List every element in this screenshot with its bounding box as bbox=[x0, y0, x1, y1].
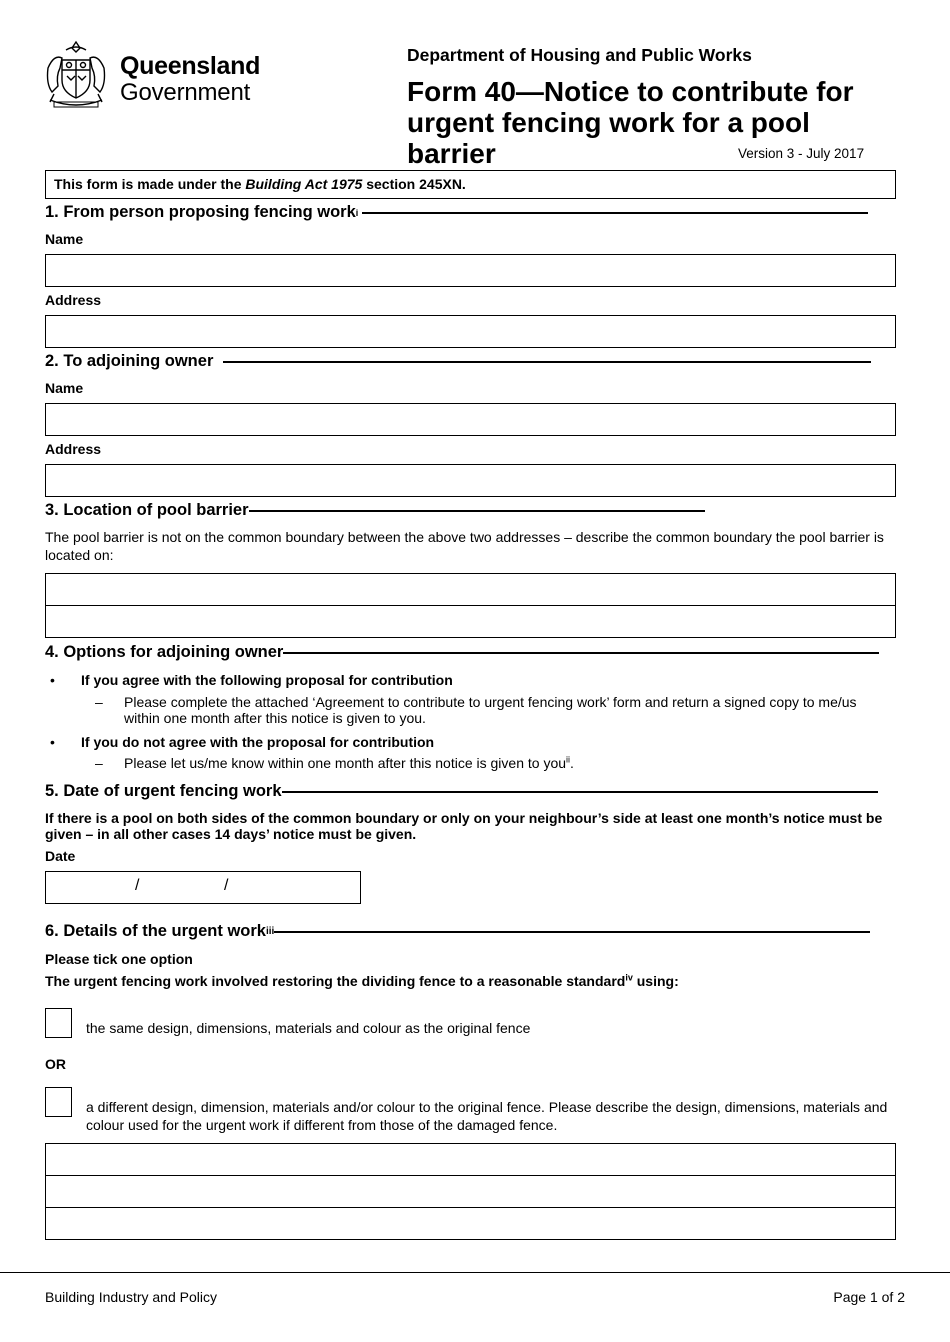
bullet-icon: • bbox=[50, 734, 55, 750]
section-rule bbox=[283, 652, 879, 654]
or-label: OR bbox=[45, 1056, 66, 1072]
section-rule bbox=[223, 361, 871, 363]
date-field[interactable] bbox=[45, 871, 361, 904]
urgent-work-intro bbox=[45, 973, 679, 989]
section-3-heading bbox=[45, 501, 705, 520]
section-5-heading bbox=[45, 782, 878, 801]
bullet-icon: • bbox=[50, 672, 55, 688]
section-4-title: 4. Options for adjoining owner bbox=[45, 643, 284, 661]
section-1-heading: 1. From person proposing fencing work i bbox=[45, 203, 868, 222]
disagree-text-end: . bbox=[570, 755, 574, 771]
owner-name-field[interactable] bbox=[45, 403, 896, 436]
disagree-heading: If you do not agree with the proposal for contribution bbox=[81, 734, 435, 750]
owner-name-label: Name bbox=[45, 380, 84, 396]
from-address-field[interactable] bbox=[45, 315, 896, 348]
tick-option-label: Please tick one option bbox=[45, 951, 193, 967]
urgent-work-intro-note: iv bbox=[625, 972, 633, 983]
disagree-text-body: Please let us/me know within one month after this notice is given to you bbox=[124, 755, 567, 771]
design-description-line-2-field[interactable] bbox=[45, 1175, 896, 1208]
date-separator: / bbox=[224, 877, 229, 894]
dash-icon: – bbox=[95, 694, 103, 710]
different-design-option-text: a different design, dimension, materials and/or colour to the original fence. Please describe the design, dimensions, materials and colour used for the urgent work if different from those of the damaged fence. bbox=[86, 1099, 888, 1133]
urgent-work-intro-end: using: bbox=[632, 973, 679, 989]
legislation-box bbox=[45, 170, 896, 199]
section-2-heading bbox=[45, 352, 871, 371]
section-2-title: 2. To adjoining owner bbox=[45, 352, 214, 370]
section-5-title: 5. Date of urgent fencing work bbox=[45, 782, 282, 800]
boundary-line-2-field[interactable] bbox=[45, 605, 896, 638]
design-description-line-1-field[interactable] bbox=[45, 1143, 896, 1176]
section-rule bbox=[282, 791, 878, 793]
date-label: Date bbox=[45, 848, 76, 864]
form-title: Form 40—Notice to contribute for urgent fencing work for a pool barrier bbox=[407, 76, 854, 169]
agree-text: Please complete the attached ‘Agreement to contribute to urgent fencing work’ form and return a signed copy to me/us within one month after this notice is given to you. bbox=[124, 694, 857, 726]
owner-address-field[interactable] bbox=[45, 464, 896, 497]
different-design-checkbox[interactable] bbox=[45, 1087, 72, 1117]
section-4-heading bbox=[45, 643, 879, 662]
legislation-prefix: This form is made under the bbox=[54, 176, 246, 192]
logo-text-queensland: Queensland bbox=[120, 52, 261, 80]
notice-period-text: If there is a pool on both sides of the common boundary or only on your neighbour’s side at least one month’s notice must be given – in all other cases 14 days’ notice must be given. bbox=[45, 810, 883, 842]
legislation-suffix: section 245XN. bbox=[362, 176, 466, 192]
section-6-heading: 6. Details of the urgent work iii bbox=[45, 922, 870, 941]
footer-organisation: Building Industry and Policy bbox=[45, 1289, 217, 1305]
footer-divider bbox=[0, 1272, 950, 1273]
from-address-label: Address bbox=[45, 292, 102, 308]
section-1-title: 1. From person proposing fencing work bbox=[45, 203, 356, 221]
form-version: Version 3 - July 2017 bbox=[738, 146, 865, 161]
date-separator: / bbox=[135, 877, 140, 894]
same-design-option-text: the same design, dimensions, materials and colour as the original fence bbox=[86, 1020, 531, 1036]
disagree-text bbox=[124, 755, 894, 771]
section-6-title: 6. Details of the urgent work bbox=[45, 922, 266, 940]
section-rule bbox=[249, 510, 705, 512]
department-name: Department of Housing and Public Works bbox=[407, 45, 752, 65]
urgent-work-intro-text: The urgent fencing work involved restoring the dividing fence to a reasonable standard bbox=[45, 973, 626, 989]
from-name-field[interactable] bbox=[45, 254, 896, 287]
footer-page-number: Page 1 of 2 bbox=[833, 1289, 905, 1305]
agree-heading: If you agree with the following proposal for contribution bbox=[81, 672, 453, 688]
boundary-line-1-field[interactable] bbox=[45, 573, 896, 606]
disagree-note: ii bbox=[566, 754, 571, 765]
pool-barrier-description: The pool barrier is not on the common boundary between the above two addresses – describe the common boundary the pool barrier is located on: bbox=[45, 529, 884, 563]
section-rule bbox=[274, 931, 870, 933]
section-rule bbox=[362, 212, 868, 214]
owner-address-label: Address bbox=[45, 441, 102, 457]
design-description-line-3-field[interactable] bbox=[45, 1207, 896, 1240]
coat-of-arms-icon bbox=[40, 38, 112, 110]
dash-icon: – bbox=[95, 755, 103, 771]
section-3-title: 3. Location of pool barrier bbox=[45, 501, 249, 519]
act-name: Building Act 1975 bbox=[245, 176, 363, 192]
from-name-label: Name bbox=[45, 231, 84, 247]
same-design-checkbox[interactable] bbox=[45, 1008, 72, 1038]
logo-text-government: Government bbox=[120, 79, 251, 106]
